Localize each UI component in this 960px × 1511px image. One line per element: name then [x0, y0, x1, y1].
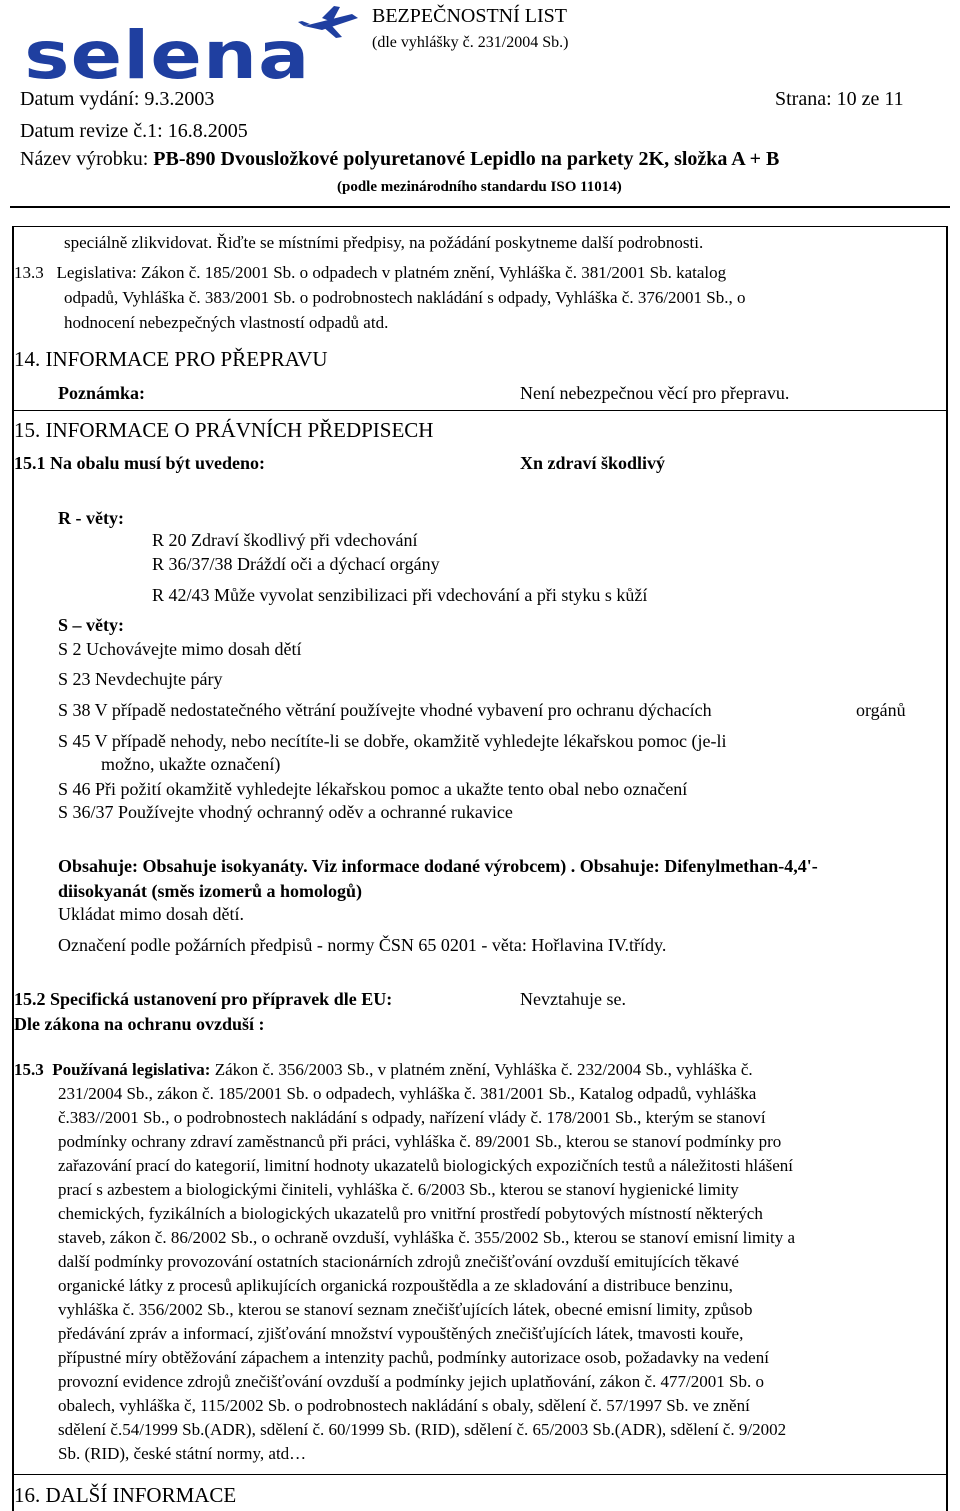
s-phrase: S 23 Nevdechujte páry — [58, 669, 223, 689]
sec14-note-value: Není nebezpečnou věcí pro přepravu. — [520, 383, 790, 403]
legislation-line: provozní evidence zdrojů znečišťování ovzduší a podmínky jejich uplatňování, zákon č. 477/2001 Sb. o — [58, 1372, 764, 1391]
sec13-item-label: Legislativa: — [56, 263, 137, 282]
sec15-3-line1 — [14, 1059, 753, 1081]
r-phrase: R 36/37/38 Dráždí oči a dýchací orgány — [152, 554, 440, 574]
s-phrase-continued: možno, ukažte označení) — [101, 754, 281, 774]
r-phrase: R 20 Zdraví škodlivý při vdechování — [152, 530, 418, 550]
sec13-continued: speciálně zlikvidovat. Řiďte se místními předpisy, na požádání poskytneme další podrobnosti. — [64, 233, 704, 252]
sec16-heading: 16. DALŠÍ INFORMACE — [14, 1483, 237, 1507]
revision-date: Datum revize č.1: 16.8.2005 — [20, 120, 248, 142]
s-phrase: S 38 V případě nedostatečného větrání používejte vhodné vybavení pro ochranu dýchacích — [58, 700, 712, 720]
header-divider-inner — [12, 226, 948, 227]
s-phrase: S 46 Při požití okamžitě vyhledejte lékařskou pomoc a ukažte tento obal nebo označení — [58, 779, 688, 799]
legislation-line: vyhláška č. 356/2002 Sb., kterou se stanoví seznam znečišťujících látek, obecné emisní limity, způsob — [58, 1300, 753, 1319]
sec15-2-label: 15.2 Specifická ustanovení pro přípravek dle EU: — [14, 989, 393, 1009]
legislation-line: další podmínky provozování ostatních stacionárních zdrojů znečišťování ovzduší emitujících těkavé — [58, 1252, 739, 1271]
sec14-heading: 14. INFORMACE PRO PŘEPRAVU — [14, 347, 328, 371]
sec13-item-line3: hodnocení nebezpečných vlastností odpadů atd. — [64, 313, 389, 332]
legislation-line: chemických, fyzikálních a biologických ukazatelů pro vnitřní prostředí pobytových místností některých — [58, 1204, 763, 1223]
product-name: PB-890 Dvousložkové polyuretanové Lepidlo na parkety 2K, složka A + B — [153, 148, 780, 170]
product-label: Název výrobku: — [20, 148, 149, 170]
page-number: Strana: 10 ze 11 — [775, 88, 904, 110]
legislation-line: podmínky ochrany zdraví zaměstnanců při práci, vyhláška č. 89/2001 Sb., kterou se stanoví podmínky pro — [58, 1132, 782, 1151]
sec15-3-num: 15.3 — [14, 1060, 44, 1079]
legislation-line: prací s azbestem a biologickými činiteli, vyhláška č. 6/2003 Sb., kterou se stanoví hygienické limity — [58, 1180, 739, 1199]
storage-note: Ukládat mimo dosah dětí. — [58, 904, 244, 924]
legislation-line: 231/2004 Sb., zákon č. 185/2001 Sb. o odpadech, vyhláška č. 381/2001 Sb., Katalog odpadů, vyhláška — [58, 1084, 757, 1103]
product-line — [20, 148, 779, 170]
sec13-item-text: Zákon č. 185/2001 Sb. o odpadech v platném znění, Vyhláška č. 381/2001 Sb. katalog — [141, 263, 727, 282]
issue-date: Datum vydání: 9.3.2003 — [20, 88, 215, 110]
legislation-line: přípustné míry obtěžování zápachem a intenzity pachů, podmínky autorizace osob, požadavky na vedení — [58, 1348, 769, 1367]
s-phrase: S 36/37 Používejte vhodný ochranný oděv a ochranné rukavice — [58, 802, 513, 822]
sec15-1-label: 15.1 Na obalu musí být uvedeno: — [14, 453, 266, 473]
logo-text: selena — [24, 16, 311, 82]
legislation-line: organické látky z procesů aplikujících organická rozpouštědla a ze skladování a distribuce benzinu, — [58, 1276, 733, 1295]
sec15-1-value: Xn zdraví škodlivý — [520, 453, 666, 473]
sec15-heading: 15. INFORMACE O PRÁVNÍCH PŘEDPISECH — [14, 418, 434, 442]
legislation-line: obalech, vyhláška č, 115/2002 Sb. o podrobnostech nakládání s obaly, sdělení č. 57/1997 Sb. ve znění — [58, 1396, 750, 1415]
sec13-item-line1 — [14, 262, 726, 284]
standard-note: (podle mezinárodního standardu ISO 11014) — [337, 179, 622, 195]
sec13-item-line2: odpadů, Vyhláška č. 383/2001 Sb. o podrobnostech nakládání s odpady, Vyhláška č. 376/2001 Sb., o — [64, 288, 746, 307]
sec15-2-value: Nevztahuje se. — [520, 989, 626, 1009]
air-law-label: Dle zákona na ochranu ovzduší : — [14, 1014, 265, 1034]
legislation-line: č.383//2001 Sb., o podrobnostech nakládání s odpady, nařízení vlády č. 178/2001 Sb., kterým se stanoví — [58, 1108, 766, 1127]
sec15-3-label: Používaná legislativa: — [52, 1060, 211, 1079]
document-title: BEZPEČNOSTNÍ LIST — [372, 5, 567, 27]
selena-logo — [22, 4, 362, 82]
s-phrases-label: S – věty: — [58, 615, 124, 635]
sec14-note-label: Poznámka: — [58, 383, 145, 403]
legislation-line: zařazování prací do kategorií, limitní hodnoty ukazatelů biologických expozičních testů a náležitosti hlášení — [58, 1156, 794, 1175]
r-phrase: R 42/43 Může vyvolat senzibilizaci při vdechování a při styku s kůží — [152, 585, 648, 605]
contains-line2: diisokyanát (směs izomerů a homologů) — [58, 881, 363, 901]
frame-right — [946, 226, 948, 1511]
fire-classification: Označení podle požárních předpisů - normy ČSN 65 0201 - věta: Hořlavina IV.třídy. — [58, 935, 667, 955]
document-subtitle: (dle vyhlášky č. 231/2004 Sb.) — [372, 34, 569, 51]
s-phrase: S 45 V případě nehody, nebo necítíte-li se dobře, okamžitě vyhledejte lékařskou pomoc (je-li — [58, 731, 727, 751]
r-phrases-label: R - věty: — [58, 508, 124, 528]
legislation-line: staveb, zákon č. 86/2002 Sb., o ochraně ovzduší, vyhláška č. 355/2002 Sb., kterou se stanoví emisní limity a — [58, 1228, 796, 1247]
s-phrase: S 2 Uchovávejte mimo dosah dětí — [58, 639, 302, 659]
legislation-line: předávání zpráv a informací, zjišťování množství vypouštěných znečišťujících látek, tmavosti kouře, — [58, 1324, 744, 1343]
sec15-divider — [12, 1474, 948, 1475]
s-phrase-continued: orgánů — [856, 700, 906, 720]
contains-line1: Obsahuje: Obsahuje isokyanáty. Viz informace dodané výrobcem) . Obsahuje: Difenylmethan-4,4'- — [58, 856, 818, 876]
legislation-line: Sb. (RID), české státní normy, atd… — [58, 1444, 307, 1463]
sec14-divider — [12, 410, 948, 411]
header-divider — [10, 206, 950, 208]
sec15-3-text: Zákon č. 356/2003 Sb., v platném znění, Vyhláška č. 232/2004 Sb., vyhláška č. — [214, 1060, 753, 1079]
legislation-line: sdělení č.54/1999 Sb.(ADR), sdělení č. 60/1999 Sb. (RID), sdělení č. 65/2003 Sb.(ADR), sdělení č. 9/2002 — [58, 1420, 787, 1439]
sec13-item-num: 13.3 — [14, 263, 44, 282]
